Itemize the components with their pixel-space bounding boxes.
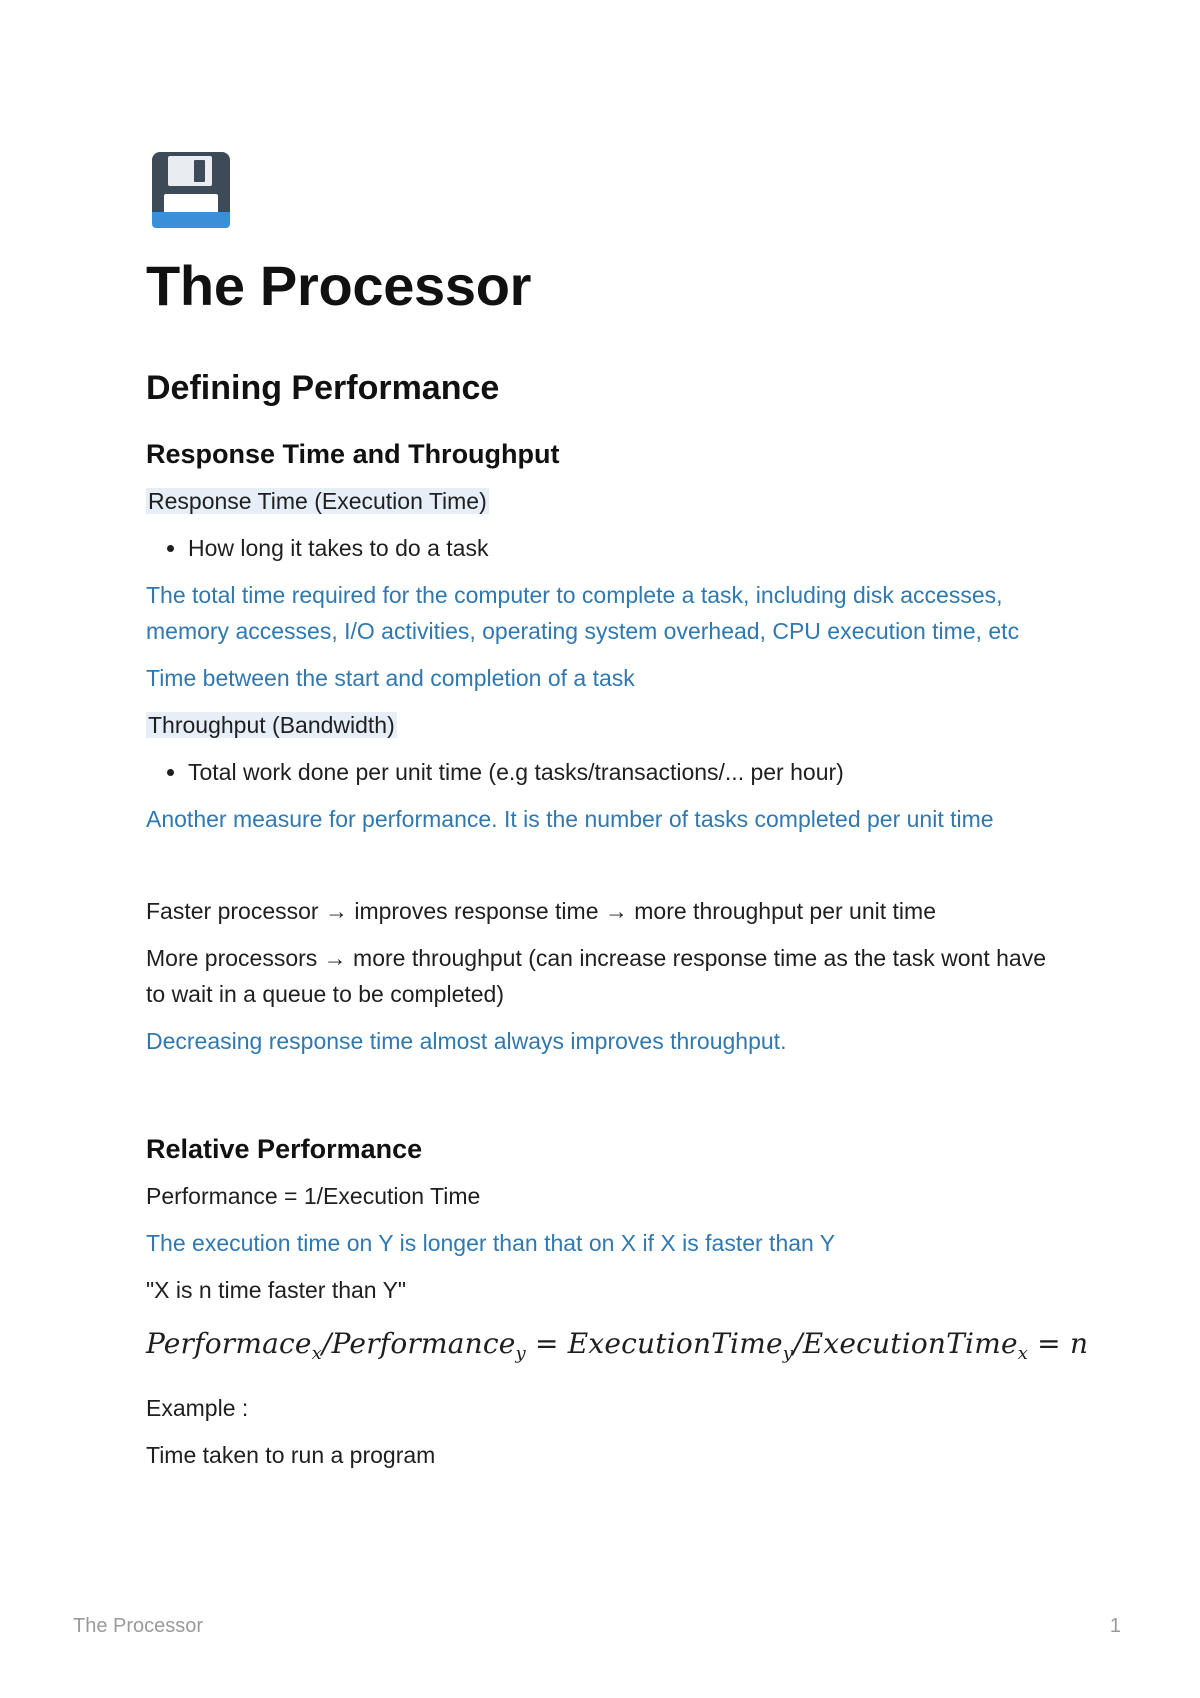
- subheading-response-time-throughput: Response Time and Throughput: [146, 439, 560, 469]
- faster-processor-text: Faster processor → improves response time → more throughput per unit time: [146, 898, 936, 924]
- math-sub-y: y: [515, 1343, 526, 1364]
- floppy-disk-icon: [150, 150, 232, 230]
- throughput-highlight: Throughput (Bandwidth): [148, 712, 395, 738]
- throughput-note: Another measure for performance. It is the number of tasks completed per unit time: [146, 806, 994, 832]
- execution-time-note: The execution time on Y is longer than that on X if X is faster than Y: [146, 1230, 836, 1256]
- quote-text: "X is n time faster than Y": [146, 1277, 407, 1303]
- example-label: Example :: [146, 1395, 249, 1421]
- response-time-note-between: Time between the start and completion of a task: [146, 665, 635, 691]
- math-exec-y: ExecutionTime: [567, 1327, 783, 1360]
- math-sub-exec-y: y: [782, 1343, 794, 1364]
- list-item: • How long it takes to do a task: [188, 530, 1066, 566]
- math-perf-y: Performance: [331, 1327, 516, 1360]
- response-time-highlight: Response Time (Execution Time): [148, 488, 487, 514]
- example-text: Time taken to run a program: [146, 1442, 436, 1468]
- math-sub-exec-x: x: [1017, 1343, 1029, 1364]
- page-title: The Processor: [146, 254, 532, 317]
- response-time-label: [146, 483, 1066, 519]
- response-time-list: [146, 530, 1066, 566]
- performance-equation: Performace$_x$/Performance$_y$ = ExecutionTime$_y$/ExecutionTime$_x$ = n: [146, 1327, 1089, 1364]
- more-processors-text: More processors → more throughput (can increase response time as the task wont have to wait in a queue to be completed): [146, 945, 1046, 1007]
- response-time-note-total: The total time required for the computer to complete a task, including disk accesses, memory accesses, I/O activities, operating system overhead, CPU execution time, etc: [146, 582, 1020, 644]
- throughput-list: [146, 754, 1066, 790]
- performance-formula-text: Performance = 1/Execution Time: [146, 1183, 481, 1209]
- math-perf-x: Performace: [146, 1327, 312, 1360]
- math-exec-x: ExecutionTime: [802, 1327, 1018, 1360]
- subheading-relative-performance: Relative Performance: [146, 1134, 423, 1164]
- section-heading-defining-performance: Defining Performance: [146, 369, 500, 407]
- footer-title: The Processor: [73, 1615, 204, 1637]
- decreasing-response-note: Decreasing response time almost always improves throughput.: [146, 1028, 787, 1054]
- throughput-label: [146, 707, 1066, 743]
- math-n: n: [1069, 1327, 1089, 1360]
- page-number: 1: [1109, 1615, 1121, 1637]
- document-page: [146, 150, 1089, 1473]
- math-sub-x: x: [311, 1343, 322, 1364]
- list-item: • Total work done per unit time (e.g tasks/transactions/... per hour): [188, 754, 1066, 790]
- page-footer: [73, 1615, 1127, 1638]
